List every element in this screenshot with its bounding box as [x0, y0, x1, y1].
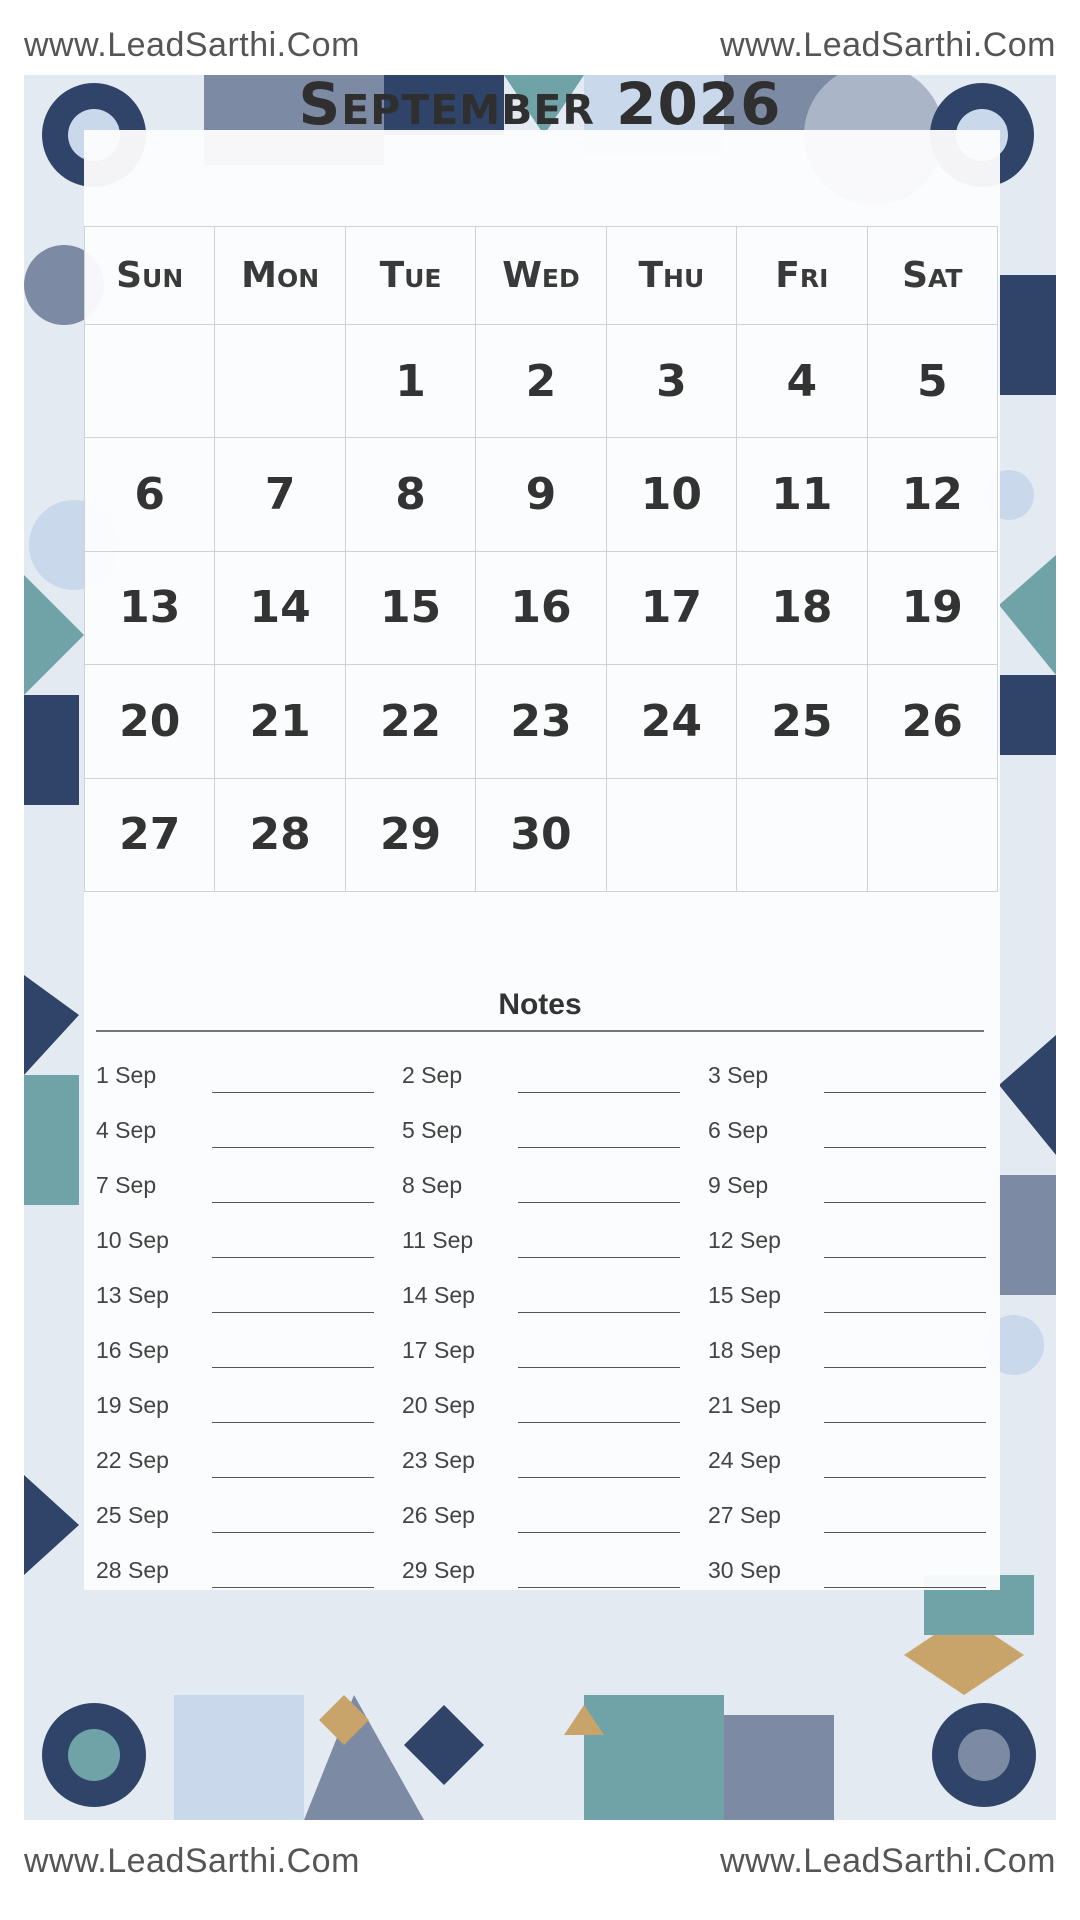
note-write-line[interactable] — [824, 1477, 986, 1478]
note-write-line[interactable] — [212, 1532, 374, 1533]
day-cell: 10 — [606, 438, 736, 551]
day-cell: 1 — [345, 325, 475, 438]
watermark-top-left: www.LeadSarthi.Com — [24, 26, 360, 64]
note-write-line[interactable] — [212, 1257, 374, 1258]
day-cell: 7 — [215, 438, 345, 551]
notes-row — [96, 1213, 986, 1268]
note-date-label: 18 Sep — [708, 1337, 781, 1363]
day-cell: 22 — [345, 665, 475, 778]
note-date-label: 22 Sep — [96, 1447, 169, 1473]
week-row — [85, 665, 998, 778]
note-date-label: 2 Sep — [402, 1062, 463, 1088]
note-write-line[interactable] — [518, 1367, 680, 1368]
note-date-label: 15 Sep — [708, 1282, 781, 1308]
notes-row — [96, 1103, 986, 1158]
note-date-label: 12 Sep — [708, 1227, 781, 1253]
day-cell: 3 — [606, 325, 736, 438]
day-cell: 15 — [345, 551, 475, 664]
note-write-line[interactable] — [212, 1092, 374, 1093]
note-write-line[interactable] — [824, 1367, 986, 1368]
day-cell: 25 — [737, 665, 867, 778]
note-write-line[interactable] — [212, 1477, 374, 1478]
note-date-label: 28 Sep — [96, 1557, 169, 1583]
notes-row — [96, 1158, 986, 1213]
day-cell: 11 — [737, 438, 867, 551]
note-write-line[interactable] — [824, 1532, 986, 1533]
note-date-label: 27 Sep — [708, 1502, 781, 1528]
weekday-header-row — [85, 227, 998, 325]
note-write-line[interactable] — [824, 1587, 986, 1588]
note-write-line[interactable] — [212, 1367, 374, 1368]
weekday-sat: Sat — [867, 227, 997, 325]
day-cell: 9 — [476, 438, 606, 551]
note-write-line[interactable] — [824, 1092, 986, 1093]
note-date-label: 26 Sep — [402, 1502, 475, 1528]
day-cell — [737, 778, 867, 891]
day-cell: 29 — [345, 778, 475, 891]
notes-row — [96, 1323, 986, 1378]
note-date-label: 7 Sep — [96, 1172, 157, 1198]
notes-row — [96, 1268, 986, 1323]
note-date-label: 5 Sep — [402, 1117, 463, 1143]
day-cell: 23 — [476, 665, 606, 778]
note-write-line[interactable] — [824, 1202, 986, 1203]
day-cell: 30 — [476, 778, 606, 891]
note-date-label: 14 Sep — [402, 1282, 475, 1308]
day-cell: 26 — [867, 665, 997, 778]
note-date-label: 10 Sep — [96, 1227, 169, 1253]
note-write-line[interactable] — [518, 1202, 680, 1203]
weekday-tue: Tue — [345, 227, 475, 325]
note-date-label: 8 Sep — [402, 1172, 463, 1198]
day-cell — [606, 778, 736, 891]
day-cell: 12 — [867, 438, 997, 551]
week-row — [85, 551, 998, 664]
note-write-line[interactable] — [824, 1312, 986, 1313]
note-date-label: 20 Sep — [402, 1392, 475, 1418]
note-date-label: 3 Sep — [708, 1062, 769, 1088]
day-cell: 18 — [737, 551, 867, 664]
note-write-line[interactable] — [212, 1147, 374, 1148]
note-write-line[interactable] — [212, 1312, 374, 1313]
note-date-label: 29 Sep — [402, 1557, 475, 1583]
notes-row — [96, 1378, 986, 1433]
notes-title: Notes — [498, 988, 582, 1021]
day-cell: 20 — [85, 665, 215, 778]
notes-row — [96, 1488, 986, 1543]
note-write-line[interactable] — [518, 1092, 680, 1093]
day-cell: 5 — [867, 325, 997, 438]
day-cell: 16 — [476, 551, 606, 664]
day-cell: 19 — [867, 551, 997, 664]
note-date-label: 25 Sep — [96, 1502, 169, 1528]
note-write-line[interactable] — [518, 1532, 680, 1533]
week-row — [85, 438, 998, 551]
note-date-label: 4 Sep — [96, 1117, 157, 1143]
day-cell: 6 — [85, 438, 215, 551]
note-date-label: 21 Sep — [708, 1392, 781, 1418]
note-write-line[interactable] — [824, 1422, 986, 1423]
note-write-line[interactable] — [212, 1587, 374, 1588]
note-date-label: 6 Sep — [708, 1117, 769, 1143]
notes-row — [96, 1433, 986, 1488]
note-date-label: 11 Sep — [402, 1227, 474, 1253]
note-write-line[interactable] — [518, 1477, 680, 1478]
notes-row — [96, 1048, 986, 1103]
note-write-line[interactable] — [824, 1147, 986, 1148]
calendar-grid — [84, 226, 998, 892]
note-write-line[interactable] — [518, 1422, 680, 1423]
note-write-line[interactable] — [824, 1257, 986, 1258]
weekday-fri: Fri — [737, 227, 867, 325]
day-cell: 4 — [737, 325, 867, 438]
note-date-label: 24 Sep — [708, 1447, 781, 1473]
notes-divider — [96, 1030, 984, 1032]
day-cell: 2 — [476, 325, 606, 438]
week-row — [85, 325, 998, 438]
watermark-top-right: www.LeadSarthi.Com — [720, 26, 1056, 64]
watermark-bottom-left: www.LeadSarthi.Com — [24, 1842, 360, 1880]
note-date-label: 13 Sep — [96, 1282, 169, 1308]
day-cell: 27 — [85, 778, 215, 891]
note-write-line[interactable] — [518, 1312, 680, 1313]
note-date-label: 1 Sep — [96, 1062, 157, 1088]
note-write-line[interactable] — [212, 1202, 374, 1203]
note-date-label: 16 Sep — [96, 1337, 169, 1363]
day-cell: 28 — [215, 778, 345, 891]
notes-list — [96, 1048, 986, 1598]
note-date-label: 30 Sep — [708, 1557, 781, 1583]
day-cell — [867, 778, 997, 891]
day-cell: 8 — [345, 438, 475, 551]
day-cell: 21 — [215, 665, 345, 778]
weekday-wed: Wed — [476, 227, 606, 325]
note-write-line[interactable] — [518, 1147, 680, 1148]
day-cell: 13 — [85, 551, 215, 664]
watermark-bottom-right: www.LeadSarthi.Com — [720, 1842, 1056, 1880]
note-date-label: 19 Sep — [96, 1392, 169, 1418]
note-write-line[interactable] — [212, 1422, 374, 1423]
note-write-line[interactable] — [518, 1587, 680, 1588]
day-cell: 24 — [606, 665, 736, 778]
weekday-mon: Mon — [215, 227, 345, 325]
week-row — [85, 778, 998, 891]
note-write-line[interactable] — [518, 1257, 680, 1258]
day-cell: 14 — [215, 551, 345, 664]
notes-row — [96, 1543, 986, 1598]
note-date-label: 9 Sep — [708, 1172, 769, 1198]
weekday-thu: Thu — [606, 227, 736, 325]
day-cell — [85, 325, 215, 438]
note-date-label: 23 Sep — [402, 1447, 475, 1473]
weekday-sun: Sun — [85, 227, 215, 325]
day-cell — [215, 325, 345, 438]
day-cell: 17 — [606, 551, 736, 664]
calendar-title: September 2026 — [298, 70, 782, 138]
note-date-label: 17 Sep — [402, 1337, 475, 1363]
